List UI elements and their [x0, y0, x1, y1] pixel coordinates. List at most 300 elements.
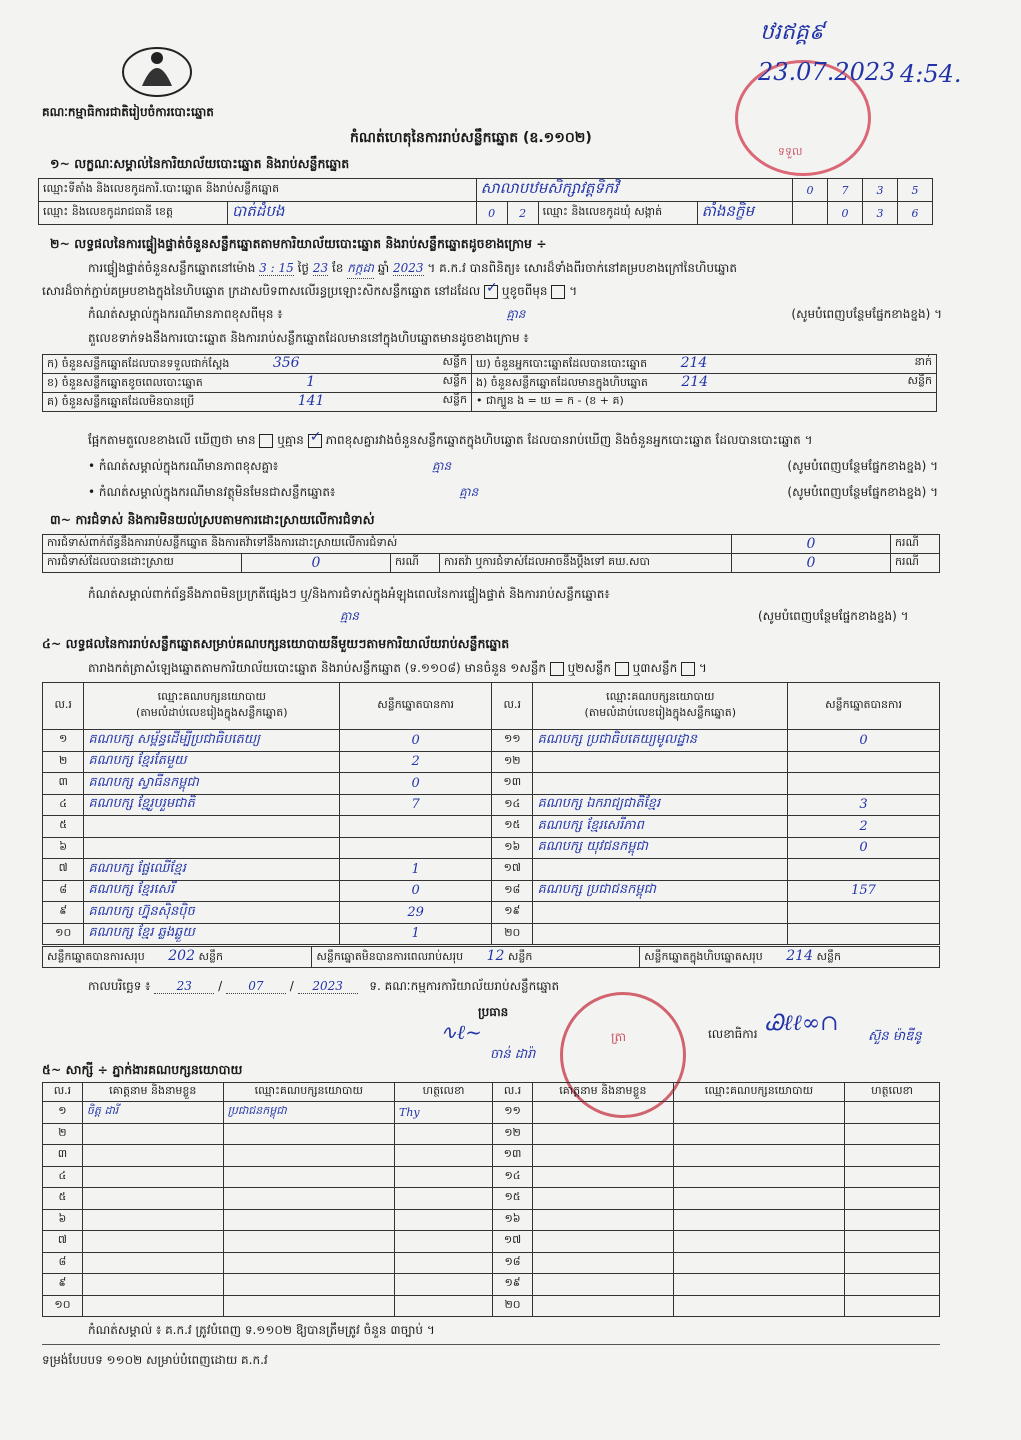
party-no-cell: ១៦	[492, 837, 533, 859]
col-no: ល.រ	[492, 683, 533, 730]
col-name: គោត្តនាម និងនាមខ្លួន	[82, 1083, 223, 1102]
comparison-text: ផ្អែកតាមតួលេខខាងលើ ឃើញថា មាន	[88, 433, 256, 447]
table-row	[43, 1209, 940, 1231]
received-value: 356	[272, 355, 300, 371]
unchanged-checkbox[interactable]: ✓	[484, 285, 498, 299]
unit: ករណី	[891, 554, 940, 573]
table-row	[43, 902, 940, 924]
party-no-cell: ១៧	[492, 859, 533, 881]
witness-sign-cell[interactable]	[845, 1145, 940, 1167]
party-no-cell: ៩	[43, 902, 84, 924]
province-label: ឈ្មោះ និងលេខកូដរាជធានី ខេត្ត	[39, 202, 228, 225]
witness-sign-cell[interactable]	[395, 1274, 493, 1296]
unit: នាក់	[914, 355, 932, 368]
party-votes-cell	[788, 751, 940, 773]
station-code-digit: 3	[863, 179, 898, 202]
witness-party-cell	[673, 1295, 844, 1317]
tally-sheet-text: តារាងកត់ត្រាសំឡេងឆ្នោតតាមការិយាល័យបោះឆ្នោត និងរាប់សន្លឹកឆ្នោត (ទ.១១០៨) មានចំនួន ១សន្លឹក	[88, 661, 546, 675]
section5-heading: ៥~ សាក្សី ÷ ភ្នាក់ងារគណបក្សនយោបាយ	[42, 1062, 243, 1077]
witness-sign-cell[interactable]	[395, 1188, 493, 1210]
party-party-cell	[533, 923, 788, 945]
or-not-label: ឬខូចពីមុន	[501, 284, 548, 298]
party-party-cell: គណបក្ស ប្រជាធិបតេយ្យមូលដ្ឋាន	[533, 730, 788, 752]
verification-time: 3 : 15	[259, 261, 294, 275]
table-row	[43, 1231, 940, 1253]
party-party-cell: គណបក្ស យុវជនកម្ពុជា	[533, 837, 788, 859]
table-row	[43, 1145, 940, 1167]
unused-value: 141	[297, 393, 325, 409]
irregularity-note-label: កំណត់សម្គាល់ពាក់ព័ន្ធនឹងភាពមិនប្រក្រតីផ្សេងៗ ឬ/និងការជំទាស់ក្នុងអំឡុងពេលនៃការផ្ទៀងផ្ទាត់ និងការរាប់សន្លឹកឆ្នោត៖	[88, 587, 610, 601]
page-title: កំណត់ហេតុនៃការរាប់សន្លឹកឆ្នោត (ឧ.១១០២)	[350, 130, 592, 146]
witness-no-cell: ៦	[43, 1209, 83, 1231]
witness-no-cell: ៨	[43, 1252, 83, 1274]
witness-name-cell	[533, 1145, 674, 1167]
has-difference-checkbox[interactable]	[259, 434, 273, 448]
party-votes-cell	[788, 923, 940, 945]
witness-name-cell	[82, 1145, 223, 1167]
difference-note-line	[88, 306, 948, 324]
witness-sign-cell[interactable]	[395, 1123, 493, 1145]
witness-no-cell: ១៤	[493, 1166, 533, 1188]
commune-label: ឈ្មោះ និងលេខកូដឃុំ សង្កាត់	[538, 202, 697, 225]
party-party-cell: គណបក្ស ខ្មែរសេរីភាព	[533, 816, 788, 838]
unit: ករណី	[391, 554, 440, 573]
witness-party-cell	[673, 1188, 844, 1210]
witness-party-cell	[223, 1295, 394, 1317]
witness-sign-cell[interactable]	[845, 1252, 940, 1274]
witness-name-cell	[533, 1166, 674, 1188]
witness-no-cell: ២	[43, 1123, 83, 1145]
station-name: សាលាបឋមសិក្សាវត្តទិកវិ	[476, 179, 792, 202]
party-party-cell: គណបក្ស ខ្មែរ ឆ្លងឆ្លួយ	[84, 923, 340, 945]
col-party-sub: (តាមលំដាប់លេខរៀងក្នុងសន្លឹកឆ្នោត)	[584, 706, 737, 719]
party-no-cell: ១	[43, 730, 84, 752]
witness-name-cell	[533, 1188, 674, 1210]
party-votes-cell: 0	[340, 880, 492, 902]
party-votes-cell: 2	[340, 751, 492, 773]
party-votes-cell	[788, 859, 940, 881]
party-party-cell	[533, 902, 788, 924]
witness-no-cell: ១០	[43, 1295, 83, 1317]
table-row	[43, 730, 940, 752]
party-party-cell: គណបក្ស ខ្មែរសេរី	[84, 880, 340, 902]
commune-code-digit: 0	[828, 202, 863, 225]
received-stamp-label: ទទួល	[778, 145, 803, 158]
witness-sign-cell[interactable]: Thy	[395, 1102, 493, 1124]
objections-value: 0	[732, 535, 891, 554]
resolved-label: ការជំទាស់ដែលបានដោះស្រាយ	[43, 554, 242, 573]
witness-sign-cell[interactable]	[845, 1166, 940, 1188]
witness-name-cell	[82, 1188, 223, 1210]
diff-note-line	[88, 458, 938, 476]
witness-name-cell	[82, 1295, 223, 1317]
party-votes-cell: 1	[340, 923, 492, 945]
appeals-value: 0	[732, 554, 891, 573]
verification-line	[88, 260, 737, 279]
witness-no-cell: ៥	[43, 1188, 83, 1210]
section3-heading: ៣~ ការជំទាស់ និងការមិនយល់ស្របតាមការដោះស្រាយលើការជំទាស់	[50, 512, 375, 527]
no-difference-checkbox[interactable]: ✓	[308, 434, 322, 448]
province-name: បាត់ដំបង	[228, 202, 477, 225]
total-box-value: 214	[786, 948, 813, 964]
comparison-text-2: ភាពខុសគ្នារវាងចំនួនសន្លឹកឆ្នោតក្នុងហិបឆ្នោត ដែលបានរាប់ឃើញ និងចំនួនអ្នកបោះឆ្នោត ដែលបានបោះឆ្នោត ។	[325, 433, 813, 447]
witness-party-cell	[223, 1123, 394, 1145]
seal-line: សោរដ៏ចាក់ភ្ជាប់គម្របខាងក្នុងនៃហិបឆ្នោត ក្រដាសបិទពាសលើរន្ធប្រឡោះសិកសន្លឹកឆ្នោត នៅដដែល ✓ ឬខូចពីមុន ។	[42, 279, 578, 298]
foreign-note-value: គ្មាន	[459, 485, 479, 499]
nec-emblem-icon	[120, 40, 195, 100]
witness-party-cell	[673, 1166, 844, 1188]
party-votes-cell: 0	[340, 730, 492, 752]
witness-party-cell	[673, 1123, 844, 1145]
witness-no-cell: ១៦	[493, 1209, 533, 1231]
unit: សន្លឹក	[442, 355, 467, 368]
party-no-cell: ២០	[492, 923, 533, 945]
witness-no-cell: ១៣	[493, 1145, 533, 1167]
form-footer: ទម្រង់បែបបទ ១១០២ សម្រាប់បំពេញដោយ គ.ក.វ	[42, 1353, 268, 1367]
party-party-cell	[533, 773, 788, 795]
party-no-cell: ៤	[43, 794, 84, 816]
witness-no-cell: ១២	[493, 1123, 533, 1145]
witness-name-cell	[82, 1123, 223, 1145]
seal-label: ត្រា	[611, 1030, 626, 1044]
chair-sig-name: ចាន់ ដារ៉ា	[490, 1047, 536, 1062]
foreign-note-label: • កំណត់សម្គាល់ក្នុងករណីមានវត្ថុមិនមែនជាសន្លឹកឆ្នោត៖	[88, 485, 336, 499]
witness-name-cell	[82, 1209, 223, 1231]
witness-name-cell	[82, 1231, 223, 1253]
seal-text: សោរដ៏ចាក់ភ្ជាប់គម្របខាងក្នុងនៃហិបឆ្នោត ក្រដាសបិទពាសលើរន្ធប្រឡោះសិកសន្លឹកឆ្នោត នៅដដែល	[42, 284, 481, 298]
objections-label: ការជំទាស់ពាក់ព័ន្ធនឹងការរាប់សន្លឹកឆ្នោត និងការតវ៉ាទៅនឹងការដោះស្រាយលើការជំទាស់	[43, 535, 732, 554]
two-sheets-checkbox[interactable]	[615, 662, 629, 676]
commune-name: តាំងនក្ខិម	[697, 202, 792, 225]
party-party-cell: គណបក្ស ផ្លែឈើខ្មែរ	[84, 859, 340, 881]
party-votes-cell	[340, 837, 492, 859]
witness-name-cell	[533, 1123, 674, 1145]
witness-party-cell	[223, 1252, 394, 1274]
total-box-label: សន្លឹកឆ្នោតក្នុងហិបឆ្នោតសរុប	[644, 950, 763, 963]
diff-note-value: គ្មាន	[432, 459, 452, 473]
witness-name-cell	[533, 1231, 674, 1253]
table-row	[43, 880, 940, 902]
verification-year: 2023	[392, 261, 424, 275]
party-votes-cell	[788, 773, 940, 795]
party-no-cell: ៣	[43, 773, 84, 795]
date-day: 23	[154, 979, 214, 994]
resolved-value: 0	[242, 554, 391, 573]
witness-name-cell	[533, 1209, 674, 1231]
col-party-title: ឈ្មោះគណបក្សនយោបាយ	[157, 690, 266, 703]
party-votes-cell	[788, 902, 940, 924]
table-row	[43, 1188, 940, 1210]
section1-heading: ១~ លក្ខណៈសម្គាល់នៃការិយាល័យបោះឆ្នោត និងរាប់សន្លឹកឆ្នោត	[50, 156, 350, 171]
witness-table	[42, 1082, 940, 1317]
witness-name-cell	[82, 1166, 223, 1188]
difference-note-label: កំណត់សម្គាល់ក្នុងករណីមានភាពខុសពីមុន ៖	[88, 307, 283, 321]
witness-sign-cell[interactable]	[395, 1209, 493, 1231]
witness-name-cell	[533, 1295, 674, 1317]
witness-party-cell: ប្រជាជនកម្ពុជា	[223, 1102, 394, 1124]
committee-label: ទ. គណៈកម្មការការិយាល័យរាប់សន្លឹកឆ្នោត	[369, 979, 560, 993]
party-votes-cell: 157	[788, 880, 940, 902]
section2-heading: ២~ លទ្ធផលនៃការផ្ទៀងផ្ទាត់ចំនួនសន្លឹកឆ្នោតតាមការិយាល័យបោះឆ្នោត និងរាប់សន្លឹកឆ្នោតដូចខាងក្រោម ÷	[50, 236, 547, 251]
unused-label: គ) ចំនួនសន្លឹកឆ្នោតដែលមិនបានប្រើ	[47, 395, 195, 408]
commune-code-digit: 6	[898, 202, 933, 225]
party-party-cell	[84, 816, 340, 838]
three-sheets-label: ឬ៣សន្លឹក	[632, 661, 678, 675]
party-no-cell: ៧	[43, 859, 84, 881]
province-code-digit: 0	[476, 202, 507, 225]
party-votes-cell	[340, 816, 492, 838]
party-party-cell: គណបក្ស ប្រជាជនកម្ពុជា	[533, 880, 788, 902]
unit: ករណី	[891, 535, 940, 554]
diff-note-label: • កំណត់សម្គាល់ក្នុងករណីមានភាពខុសគ្នា៖	[88, 459, 279, 473]
unit: សន្លឹក	[816, 950, 841, 963]
day-label: ថ្ងៃ	[297, 261, 310, 275]
secretary-signature: Ꮚℓℓ∞∩	[765, 1011, 839, 1036]
appeals-label: ការតវ៉ា ឬការជំទាស់ដែលអាចនឹងប្តឹងទៅ គឃ.សបា	[440, 554, 732, 573]
party-no-cell: ១៨	[492, 880, 533, 902]
ballots-in-box-value: 214	[681, 374, 709, 390]
col-party-title: ឈ្មោះគណបក្សនយោបាយ	[606, 690, 715, 703]
party-no-cell: ១០	[43, 923, 84, 945]
footer-divider	[42, 1344, 940, 1345]
three-sheets-checkbox[interactable]	[681, 662, 695, 676]
station-label: ឈ្មោះទីតាំង និងលេខកូដការិ.បោះឆ្នោត និងរាប់សន្លឹកឆ្នោត	[39, 179, 477, 202]
table-row	[43, 816, 940, 838]
date-label: កាលបរិច្ឆេទ ៖	[88, 979, 151, 993]
witness-name-cell	[533, 1274, 674, 1296]
table-row	[43, 1274, 940, 1296]
table-row	[43, 1295, 940, 1317]
col-no: ល.រ	[43, 1083, 83, 1102]
foreign-note-line	[88, 484, 938, 502]
witness-no-cell: ១	[43, 1102, 83, 1124]
col-sign: ហត្ថលេខា	[845, 1083, 940, 1102]
witness-party-cell	[673, 1231, 844, 1253]
table-row	[43, 1166, 940, 1188]
party-votes-cell: 29	[340, 902, 492, 924]
party-no-cell: ៦	[43, 837, 84, 859]
unit: សន្លឹក	[907, 374, 932, 387]
party-votes-cell: 0	[788, 730, 940, 752]
ballots-in-box-label: ង) ចំនួនសន្លឹកឆ្នោតដែលមានក្នុងហិបឆ្នោត	[476, 376, 648, 389]
witness-sign-cell[interactable]	[845, 1188, 940, 1210]
witness-sign-cell[interactable]	[395, 1231, 493, 1253]
col-votes: សន្លឹកឆ្នោតបានការ	[788, 683, 940, 730]
total-invalid-label: សន្លឹកឆ្នោតមិនបានការពេលរាប់សរុប	[316, 950, 464, 963]
witness-sign-cell[interactable]	[395, 1295, 493, 1317]
witness-sign-cell[interactable]	[845, 1231, 940, 1253]
witness-name-cell: ចិត្ត ដារី	[82, 1102, 223, 1124]
fill-hint: (សូមបំពេញបន្ថែមផ្នែកខាងខ្នង) ។	[758, 609, 909, 623]
chair-label: ប្រធាន	[478, 1005, 509, 1019]
witness-party-cell	[673, 1252, 844, 1274]
witness-party-cell	[223, 1209, 394, 1231]
witness-party-cell	[223, 1188, 394, 1210]
witness-sign-cell[interactable]	[395, 1252, 493, 1274]
witness-sign-cell[interactable]	[845, 1123, 940, 1145]
unit: សន្លឹក	[442, 393, 467, 406]
party-party-cell: គណបក្ស ឯករាជ្យជាតិខ្មែរ	[533, 794, 788, 816]
witness-sign-cell[interactable]	[395, 1145, 493, 1167]
col-party	[533, 683, 788, 730]
party-party-cell	[84, 837, 340, 859]
fill-hint: (សូមបំពេញបន្ថែមផ្នែកខាងខ្នង) ។	[787, 485, 938, 499]
two-sheets-label: ឬ២សន្លឹក	[567, 661, 612, 675]
date-year: 2023	[298, 979, 358, 994]
party-no-cell: ១១	[492, 730, 533, 752]
witness-sign-cell[interactable]	[395, 1166, 493, 1188]
party-no-cell: ៨	[43, 880, 84, 902]
col-sign: ហត្ថលេខា	[395, 1083, 493, 1102]
station-code-digit: 0	[793, 179, 828, 202]
station-code-digit: 7	[828, 179, 863, 202]
station-code-digit: 5	[898, 179, 933, 202]
witness-no-cell: ៩	[43, 1274, 83, 1296]
witness-no-cell: ១៨	[493, 1252, 533, 1274]
party-party-cell: គណបក្ស ខ្មែរតែមួយ	[84, 751, 340, 773]
witness-no-cell: ៤	[43, 1166, 83, 1188]
voters-label: ឃ) ចំនួនអ្នកបោះឆ្នោតដែលបានបោះឆ្នោត	[476, 357, 648, 370]
table-row	[43, 1252, 940, 1274]
witness-party-cell	[673, 1274, 844, 1296]
tally-sheet-line: តារាងកត់ត្រាសំឡេងឆ្នោតតាមការិយាល័យបោះឆ្នោត និងរាប់សន្លឹកឆ្នោត (ទ.១១០៨) មានចំនួន ១សន្លឹក ឬ២សន្លឹក ឬ៣សន្លឹក ។	[88, 661, 707, 675]
totals-table	[42, 946, 940, 968]
damaged-checkbox[interactable]	[551, 285, 565, 299]
unit: សន្លឹក	[442, 374, 467, 387]
one-sheet-checkbox[interactable]	[550, 662, 564, 676]
col-party-sub: (តាមលំដាប់លេខរៀងក្នុងសន្លឹកឆ្នោត)	[136, 706, 288, 719]
party-party-cell: គណបក្ស សម្ព័ន្ធដើម្បីប្រជាធិបតេយ្យ	[84, 730, 340, 752]
corner-stamp-date: 23.07.2023	[758, 58, 896, 86]
table-row	[43, 773, 940, 795]
table-row	[43, 837, 940, 859]
witness-party-cell	[223, 1274, 394, 1296]
unit: សន្លឹក	[507, 950, 533, 963]
party-no-cell: ១៥	[492, 816, 533, 838]
party-no-cell: ១៣	[492, 773, 533, 795]
witness-party-cell	[223, 1145, 394, 1167]
total-valid-value: 202	[168, 948, 195, 964]
witness-party-cell	[673, 1209, 844, 1231]
table-row	[43, 923, 940, 945]
witness-sign-cell[interactable]	[845, 1102, 940, 1124]
corner-time: 4:54.	[900, 60, 962, 88]
difference-note-value: គ្មាន	[506, 307, 526, 321]
col-party: ឈ្មោះគណបក្សនយោបាយ	[673, 1083, 844, 1102]
witness-no-cell: ២០	[493, 1295, 533, 1317]
figures-intro: តួលេខទាក់ទងនឹងការបោះឆ្នោត និងការរាប់សន្លឹកឆ្នោតដែលមាននៅក្នុងហិបឆ្នោតមានដូចខាងក្រោម ៖	[88, 331, 529, 345]
no-difference-label: ឬគ្មាន	[277, 433, 304, 447]
witness-no-cell: ៣	[43, 1145, 83, 1167]
party-votes-cell: 1	[340, 859, 492, 881]
date-line: កាលបរិច្ឆេទ ៖ 23 / 07 / 2023 ទ. គណៈកម្មការការិយាល័យរាប់សន្លឹកឆ្នោត	[88, 979, 560, 993]
commune-code-digit: 3	[863, 202, 898, 225]
verification-text-2: ។ គ.ក.វ បានពិនិត្យ៖ សោរដ៏ទាំងពីរចាក់នៅគម្របខាងក្រៅនៃហិបឆ្នោត	[427, 261, 737, 275]
party-party-cell	[533, 751, 788, 773]
org-name: គណៈកម្មាធិការជាតិរៀបចំការបោះឆ្នោត	[42, 105, 214, 119]
witness-sign-cell[interactable]	[845, 1295, 940, 1317]
total-invalid-value: 12	[486, 948, 505, 964]
month-label: ខែ	[331, 261, 344, 275]
witness-no-cell: ១៧	[493, 1231, 533, 1253]
witness-sign-cell[interactable]	[845, 1274, 940, 1296]
party-party-cell: គណបក្ស ហ្វ៊ុនស៊ិនប៉ិច	[84, 902, 340, 924]
table-row	[43, 794, 940, 816]
voters-value: 214	[680, 355, 708, 371]
corner-handwritten-note: ឋរឥគ្គ៩	[760, 20, 825, 45]
witness-no-cell: ១១	[493, 1102, 533, 1124]
col-no: ល.រ	[43, 683, 84, 730]
witness-no-cell: ១៩	[493, 1274, 533, 1296]
verification-text: ការផ្ទៀងផ្ទាត់ចំនួនសន្លឹកឆ្នោតនៅម៉ោង	[88, 261, 256, 275]
witness-name-cell	[82, 1274, 223, 1296]
party-no-cell: ១២	[492, 751, 533, 773]
col-votes: សន្លឹកឆ្នោតបានការ	[340, 683, 492, 730]
fill-hint: (សូមបំពេញបន្ថែមផ្នែកខាងខ្នង) ។	[787, 459, 938, 473]
footer-note: កំណត់សម្គាល់ ៖ គ.ក.វ ត្រូវបំពេញ ទ.១១០២ ឱ្យបានត្រឹមត្រូវ ចំនួន ៣ច្បាប់ ។	[88, 1323, 435, 1337]
section4-heading: ៤~ លទ្ធផលនៃការរាប់សន្លឹកឆ្នោតសម្រាប់គណបក្សនយោបាយនីមួយៗតាមការិយាល័យរាប់សន្លឹកឆ្នោត	[42, 636, 510, 651]
witness-party-cell	[673, 1102, 844, 1124]
spoiled-label: ខ) ចំនួនសន្លឹកឆ្នោតខូចពេលបោះឆ្នោត	[47, 376, 203, 389]
spoiled-value: 1	[306, 374, 316, 390]
party-no-cell: ១៤	[492, 794, 533, 816]
witness-party-cell	[223, 1231, 394, 1253]
witness-no-cell: ៧	[43, 1231, 83, 1253]
unit: សន្លឹក	[198, 950, 223, 963]
witness-name-cell	[533, 1252, 674, 1274]
date-month: 07	[226, 979, 286, 994]
party-results-table	[42, 682, 940, 945]
party-party-cell: គណបក្ស ខ្មែរួបរួមជាតិ	[84, 794, 340, 816]
party-no-cell: ១៩	[492, 902, 533, 924]
party-party-cell: គណបក្ស ស្វាធីនកម្ពុជា	[84, 773, 340, 795]
witness-no-cell: ១៥	[493, 1188, 533, 1210]
col-name: គោត្តនាម និងនាមខ្លួន	[533, 1083, 674, 1102]
table-row	[43, 859, 940, 881]
objections-table	[42, 534, 940, 573]
party-votes-cell: 7	[340, 794, 492, 816]
party-votes-cell: 2	[788, 816, 940, 838]
secretary-label: លេខាធិការ	[708, 1027, 758, 1041]
ballot-figures-table	[42, 354, 937, 412]
witness-sign-cell[interactable]	[845, 1209, 940, 1231]
witness-party-cell	[223, 1166, 394, 1188]
table-row	[43, 751, 940, 773]
province-code-digit: 2	[507, 202, 538, 225]
comparison-line	[88, 428, 813, 450]
party-votes-cell: 3	[788, 794, 940, 816]
secretary-sig-name: ស៊ួន ម៉ាឌីនូ	[868, 1029, 922, 1044]
station-id-table	[38, 178, 933, 225]
col-party	[84, 683, 340, 730]
witness-name-cell	[82, 1252, 223, 1274]
formula: • ជាក្បួន ង = ឃ = ក - (ខ + គ)	[472, 393, 937, 412]
party-votes-cell: 0	[788, 837, 940, 859]
party-no-cell: ២	[43, 751, 84, 773]
party-party-cell	[533, 859, 788, 881]
table-row	[43, 1123, 940, 1145]
received-label: ក) ចំនួនសន្លឹកឆ្នោតដែលបានទទួលជាក់ស្តែង	[47, 357, 230, 370]
year-label: ឆ្នាំ	[377, 261, 390, 275]
verification-month: កក្កដា	[347, 260, 374, 279]
col-party: ឈ្មោះគណបក្សនយោបាយ	[223, 1083, 394, 1102]
witness-party-cell	[673, 1145, 844, 1167]
witness-name-cell	[533, 1102, 674, 1124]
party-no-cell: ៥	[43, 816, 84, 838]
party-votes-cell: 0	[340, 773, 492, 795]
col-no: ល.រ	[493, 1083, 533, 1102]
fill-hint: (សូមបំពេញបន្ថែមផ្នែកខាងខ្នង) ។	[791, 307, 942, 321]
